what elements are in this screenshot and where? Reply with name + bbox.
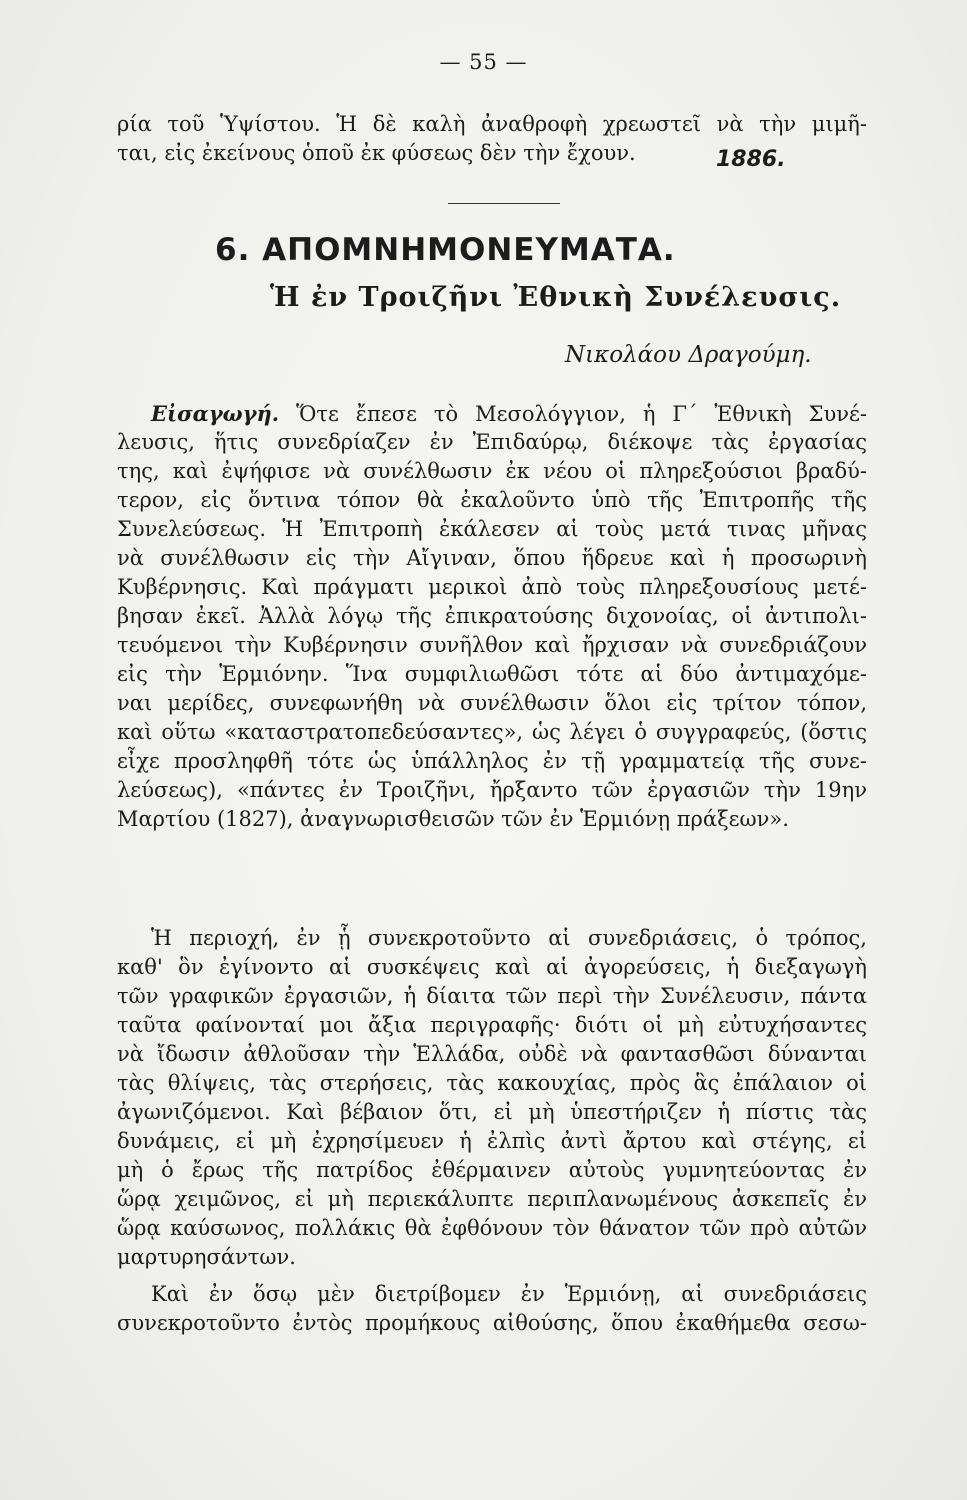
divider-rule (448, 203, 560, 204)
lead-word: Εἰσαγωγή. (151, 401, 280, 426)
text-line: Ἡ περιοχή, ἐν ᾗ συνεκροτοῦντο αἱ συνεδριάσεις, ὁ τρόπος, (151, 926, 867, 950)
page-number: — 55 — (439, 50, 528, 74)
text-line (117, 399, 867, 428)
year-signature: 1886. (716, 147, 786, 172)
text-line: ναι μερίδες, συνεφωνήθη νὰ συνέλθωσιν ὅλοι εἰς τρίτον τόπον, (117, 691, 867, 715)
text-line: εἶχε προσληφθῆ τότε ὡς ὑπάλληλος ἐν τῇ γραμματείᾳ τῆς συνε- (117, 749, 867, 773)
text-line: τευόμενοι τὴν Κυβέρνησιν συνῆλθον καὶ ἤρχισαν νὰ συνεδριάζουν (117, 633, 867, 657)
article-title: Ἡ ἐν Τροιζῆνι Ἐθνικὴ Συνέλευσις. (270, 282, 842, 313)
text-line: τῶν γραφικῶν ἐργασιῶν, ἡ δίαιτα τῶν περὶ τὴν Συνέλευσιν, πάντα (117, 984, 867, 1008)
text-line: τὰς θλίψεις, τὰς στερήσεις, τὰς κακουχίας, πρὸς ἃς ἐπάλαιον οἱ (117, 1071, 867, 1095)
text-line: εἰς τὴν Ἑρμιόνην. Ἵνα συμφιλιωθῶσι τότε αἱ δύο ἀντιμαχόμε- (117, 662, 867, 686)
text-line: ὥρᾳ καύσωνος, πολλάκις θὰ ἐφθόνουν τὸν θάνατον τῶν πρὸ αὐτῶν (117, 1216, 867, 1240)
text-line: δυνάμεις, εἰ μὴ ἐχρησίμευεν ἡ ἐλπὶς ἀντὶ ἄρτου καὶ στέγης, εἰ (117, 1129, 867, 1153)
text-line: Μαρτίου (1827), ἀναγνωρισθεισῶν τῶν ἐν Ἑρμιόνῃ πράξεων». (117, 807, 789, 831)
text-line: λευσις, ἥτις συνεδρίαζεν ἐν Ἐπιδαύρῳ, διέκοψε τὰς ἐργασίας (117, 430, 867, 454)
paragraph-description (117, 924, 867, 1272)
paragraph-hermione (117, 1280, 867, 1338)
text-line: καθ' ὃν ἐγίνοντο αἱ συσκέψεις καὶ αἱ ἀγορεύσεις, ἡ διεξαγωγὴ (117, 955, 867, 979)
text-line: λεύσεως), «πάντες ἐν Τροιζῆνι, ἤρξαντο τῶν ἐργασιῶν τὴν 19ην (117, 778, 867, 802)
text-line: ται, εἰς ἐκείνους ὁποῦ ἐκ φύσεως δὲν τὴν ἔχουν. (117, 141, 636, 165)
author-name: Νικολάου Δραγούμη. (565, 342, 812, 368)
text-line: νὰ συνέλθωσιν εἰς τὴν Αἴγιναν, ὅπου ἥδρευε καὶ ἡ προσωρινὴ (117, 546, 867, 570)
text-run: Ὅτε ἔπεσε τὸ Μεσολόγγιον, ἡ Γ΄ Ἐθνικὴ Συνέ- (296, 402, 867, 426)
text-line: συνεκροτοῦντο ἐντὸς προμήκους αἰθούσης, ὅπου ἐκαθήμεθα σεσω- (117, 1311, 867, 1335)
section-heading: 6. ΑΠΟΜΝΗΜΟΝΕΥΜΑΤΑ. (215, 232, 676, 268)
text-line: ταῦτα φαίνονταί μοι ἄξια περιγραφῆς· διότι οἱ μὴ εὐτυχήσαντες (117, 1013, 867, 1037)
text-line: νὰ ἴδωσιν ἀθλοῦσαν τὴν Ἑλλάδα, οὐδὲ νὰ φαντασθῶσι δύνανται (117, 1042, 867, 1066)
text-line: Συνελεύσεως. Ἡ Ἐπιτροπὴ ἐκάλεσεν αἱ τοὺς μετά τινας μῆνας (117, 517, 867, 541)
text-line: Καὶ ἐν ὅσῳ μὲν διετρίβομεν ἐν Ἑρμιόνῃ, αἱ συνεδριάσεις (151, 1282, 867, 1306)
text-line: βησαν ἐκεῖ. Ἀλλὰ λόγῳ τῆς ἐπικρατούσης διχονοίας, οἱ ἀντιπολι- (117, 604, 867, 628)
text-line: ἀγωνιζόμενοι. Καὶ βέβαιον ὅτι, εἰ μὴ ὑπεστήριζεν ἡ πίστις τὰς (117, 1100, 867, 1124)
text-line: της, καὶ ἐψήφισε νὰ συνέλθωσιν ἐκ νέου οἱ πληρεξούσιοι βραδύ- (117, 459, 867, 483)
text-line: καὶ οὕτω «καταστρατοπεδεύσαντες», ὡς λέγει ὁ συγγραφεύς, (ὅστις (117, 720, 867, 744)
text-line: μὴ ὁ ἔρως τῆς πατρίδος ἐθέρμαινεν αὐτοὺς γυμνητεύοντας ἐν (117, 1158, 867, 1182)
text-line: μαρτυρησάντων. (117, 1245, 296, 1269)
text-line: τερον, εἰς ὅντινα τόπον θὰ ἐκαλοῦντο ὑπὸ τῆς Ἐπιτροπῆς τῆς (117, 488, 867, 512)
text-line: ρία τοῦ Ὑψίστου. Ἡ δὲ καλὴ ἀναθροφὴ χρεωστεῖ νὰ τὴν μιμῆ- (117, 112, 867, 136)
paragraph-introduction (117, 399, 867, 834)
text-line: Κυβέρνησις. Καὶ πράγματι μερικοὶ ἀπὸ τοὺς πληρεξουσίους μετέ- (117, 575, 867, 599)
text-line: ὥρᾳ χειμῶνος, εἰ μὴ περιεκάλυπτε περιπλανωμένους ἀσκεπεῖς ἐν (117, 1187, 867, 1211)
